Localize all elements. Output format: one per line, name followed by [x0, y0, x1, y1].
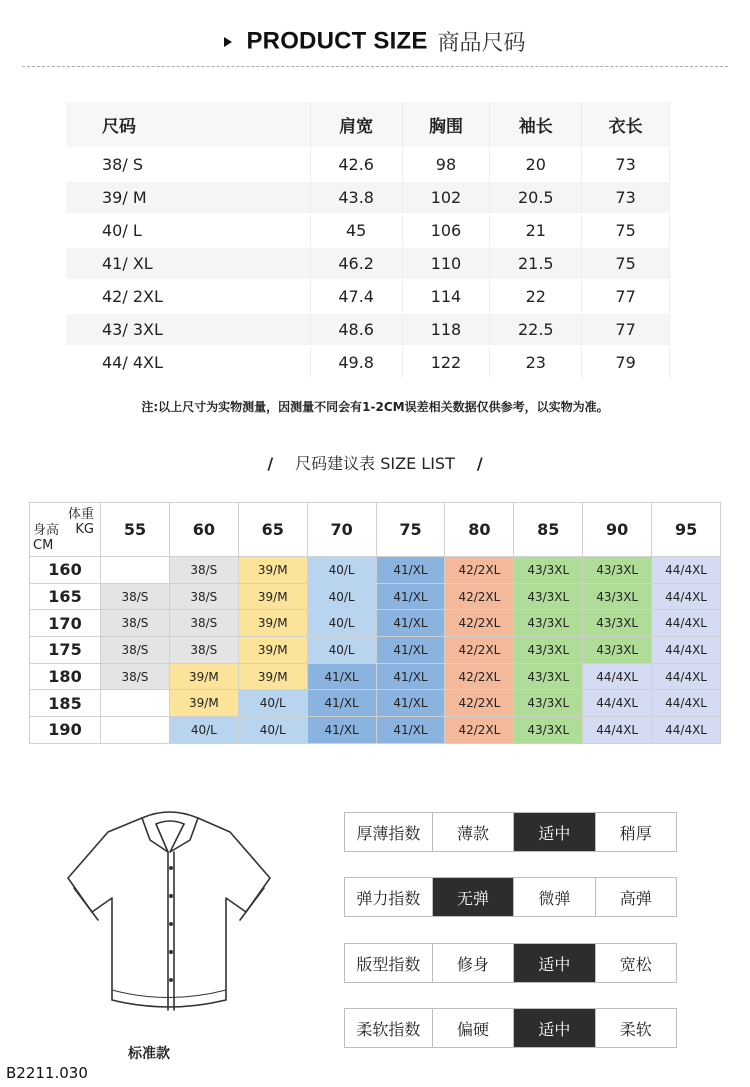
size-row: [66, 313, 670, 346]
height-row: [30, 690, 721, 717]
size-cell: 23: [490, 346, 582, 379]
size-cell: 118: [402, 313, 490, 346]
index-option: 适中: [513, 944, 594, 982]
index-option: 无弹: [432, 878, 513, 916]
index-row: [344, 812, 677, 852]
size-row: [66, 247, 670, 280]
size-cell: 21.5: [490, 247, 582, 280]
size-cell: 46.2: [310, 247, 402, 280]
size-recommendation-cell: 40/L: [307, 610, 376, 637]
size-recommendation-cell: 40/L: [307, 583, 376, 610]
size-recommendation-cell: 43/3XL: [583, 610, 652, 637]
size-recommendation-cell: 43/3XL: [583, 637, 652, 664]
size-cell: 22: [490, 280, 582, 313]
size-cell: 41/ XL: [66, 247, 310, 280]
size-cell: 22.5: [490, 313, 582, 346]
shirt-outline-icon: [58, 800, 288, 1030]
size-recommendation-cell: 43/3XL: [514, 663, 583, 690]
weight-header: 70: [307, 503, 376, 557]
index-option: 修身: [432, 944, 513, 982]
height-row: [30, 663, 721, 690]
size-recommendation-cell: 44/4XL: [652, 690, 721, 717]
index-row: [344, 877, 677, 917]
height-header: 165: [30, 583, 101, 610]
weight-header: 60: [169, 503, 238, 557]
size-recommendation-cell: 42/2XL: [445, 610, 514, 637]
size-recommendation-cell: 39/M: [238, 663, 307, 690]
index-label: 弹力指数: [356, 888, 421, 908]
index-label: 厚薄指数: [356, 823, 421, 843]
size-cell: 20: [490, 148, 582, 181]
size-recommendation-cell: [101, 690, 170, 717]
size-recommendation-cell: 42/2XL: [445, 583, 514, 610]
size-recommendation-cell: 43/3XL: [583, 557, 652, 584]
height-row: [30, 717, 721, 744]
index-option: 高弹: [595, 878, 676, 916]
size-recommendation-cell: 38/S: [169, 610, 238, 637]
size-recommendation-cell: 38/S: [169, 637, 238, 664]
size-recommendation-cell: 44/4XL: [652, 610, 721, 637]
size-recommendation-cell: 42/2XL: [445, 663, 514, 690]
size-recommendation-cell: 44/4XL: [652, 583, 721, 610]
size-row: [66, 181, 670, 214]
size-cell: 110: [402, 247, 490, 280]
size-recommendation-cell: 39/M: [238, 557, 307, 584]
page-header: [0, 26, 750, 57]
size-recommendation-cell: 43/3XL: [514, 557, 583, 584]
size-recommendation-cell: [101, 557, 170, 584]
size-recommendation-cell: 38/S: [169, 583, 238, 610]
size-row: [66, 148, 670, 181]
weight-header: 85: [514, 503, 583, 557]
size-recommendation-cell: 40/L: [169, 717, 238, 744]
size-cell: 48.6: [310, 313, 402, 346]
index-option: 微弹: [513, 878, 594, 916]
size-cell: 73: [582, 148, 670, 181]
size-cell: 42/ 2XL: [66, 280, 310, 313]
size-recommendation-cell: 41/XL: [376, 690, 445, 717]
size-cell: 21: [490, 214, 582, 247]
size-recommendation-cell: 43/3XL: [514, 583, 583, 610]
weight-header: 90: [583, 503, 652, 557]
size-cell: 49.8: [310, 346, 402, 379]
size-cell: 38/ S: [66, 148, 310, 181]
col-sleeve: 袖长: [490, 102, 582, 148]
height-header: 170: [30, 610, 101, 637]
size-recommendation-cell: 44/4XL: [652, 717, 721, 744]
size-recommendation-cell: 41/XL: [376, 663, 445, 690]
height-header: 180: [30, 663, 101, 690]
index-option: 柔软: [595, 1009, 676, 1047]
height-header: 175: [30, 637, 101, 664]
size-recommendation-cell: 44/4XL: [652, 663, 721, 690]
index-option: 宽松: [595, 944, 676, 982]
corner-kg: KG: [75, 522, 94, 537]
title-cn: 商品尺码: [437, 31, 526, 56]
index-option: 适中: [513, 1009, 594, 1047]
dashed-divider: [22, 66, 728, 67]
title-en: PRODUCT SIZE: [246, 27, 428, 55]
col-length: 衣长: [582, 102, 670, 148]
weight-header-row: [30, 503, 721, 557]
size-row: [66, 214, 670, 247]
size-recommendation-cell: 41/XL: [307, 717, 376, 744]
index-label: 柔软指数: [356, 1019, 421, 1039]
corner-height: 身高: [33, 523, 60, 538]
size-cell: 43/ 3XL: [66, 313, 310, 346]
size-recommendation-cell: 38/S: [101, 583, 170, 610]
size-recommendation-cell: 43/3XL: [583, 583, 652, 610]
slash-right: /: [476, 454, 483, 473]
size-recommendation-cell: 39/M: [238, 637, 307, 664]
height-row: [30, 583, 721, 610]
size-cell: 40/ L: [66, 214, 310, 247]
size-recommendation-cell: 41/XL: [376, 557, 445, 584]
size-cell: 114: [402, 280, 490, 313]
index-option: 薄款: [432, 813, 513, 851]
size-recommendation-cell: 44/4XL: [652, 557, 721, 584]
height-row: [30, 557, 721, 584]
col-shoulder: 肩宽: [310, 102, 402, 148]
size-cell: 45: [310, 214, 402, 247]
size-recommendation-cell: 43/3XL: [514, 717, 583, 744]
size-cell: 79: [582, 346, 670, 379]
size-cell: 106: [402, 214, 490, 247]
size-cell: 20.5: [490, 181, 582, 214]
size-cell: 39/ M: [66, 181, 310, 214]
size-list-title: 尺码建议表 SIZE LIST: [295, 454, 455, 473]
size-recommendation-cell: 39/M: [238, 610, 307, 637]
index-label: 版型指数: [356, 954, 421, 974]
height-header: 190: [30, 717, 101, 744]
size-recommendation-cell: 38/S: [101, 663, 170, 690]
height-row: [30, 637, 721, 664]
size-recommendation-cell: 38/S: [101, 610, 170, 637]
size-recommendation-cell: 41/XL: [376, 610, 445, 637]
index-option: 偏硬: [432, 1009, 513, 1047]
size-recommendation-cell: 41/XL: [376, 583, 445, 610]
size-recommendation-cell: [101, 717, 170, 744]
size-cell: 98: [402, 148, 490, 181]
size-recommendation-cell: 40/L: [238, 690, 307, 717]
size-cell: 73: [582, 181, 670, 214]
size-cell: 47.4: [310, 280, 402, 313]
height-header: 185: [30, 690, 101, 717]
weight-header: 75: [376, 503, 445, 557]
index-row: [344, 1008, 677, 1048]
corner-cm: CM: [33, 538, 54, 553]
product-code: B2211.030: [6, 1064, 88, 1082]
size-recommendation-cell: 44/4XL: [652, 637, 721, 664]
weight-header: 65: [238, 503, 307, 557]
index-row: [344, 943, 677, 983]
size-cell: 75: [582, 247, 670, 280]
size-recommendation-cell: 44/4XL: [583, 663, 652, 690]
size-recommendation-cell: 44/4XL: [583, 717, 652, 744]
size-recommendation-cell: 42/2XL: [445, 557, 514, 584]
corner-cell: [30, 503, 101, 557]
size-cell: 102: [402, 181, 490, 214]
height-header: 160: [30, 557, 101, 584]
size-recommendation-cell: 42/2XL: [445, 637, 514, 664]
col-size: 尺码: [66, 102, 310, 148]
col-chest: 胸围: [402, 102, 490, 148]
size-cell: 43.8: [310, 181, 402, 214]
size-recommendation-cell: 38/S: [101, 637, 170, 664]
size-recommendation-cell: 44/4XL: [583, 690, 652, 717]
size-cell: 122: [402, 346, 490, 379]
size-recommendation-cell: 39/M: [169, 690, 238, 717]
size-table: [66, 102, 670, 380]
size-recommendation-cell: 40/L: [238, 717, 307, 744]
size-recommendation-cell: 39/M: [169, 663, 238, 690]
size-cell: 42.6: [310, 148, 402, 181]
size-recommendation-table: [29, 502, 721, 744]
size-recommendation-cell: 41/XL: [307, 690, 376, 717]
size-recommendation-cell: 41/XL: [376, 637, 445, 664]
height-row: [30, 610, 721, 637]
size-recommendation-cell: 41/XL: [307, 663, 376, 690]
size-cell: 77: [582, 313, 670, 346]
size-cell: 75: [582, 214, 670, 247]
size-list-heading: [0, 451, 750, 474]
size-recommendation-cell: 43/3XL: [514, 690, 583, 717]
size-recommendation-cell: 38/S: [169, 557, 238, 584]
size-recommendation-cell: 41/XL: [376, 717, 445, 744]
shirt-style-label: 标准款: [128, 1046, 170, 1062]
slash-left: /: [267, 454, 274, 473]
weight-header: 55: [101, 503, 170, 557]
size-recommendation-cell: 43/3XL: [514, 610, 583, 637]
size-row: [66, 346, 670, 379]
size-cell: 44/ 4XL: [66, 346, 310, 379]
size-recommendation-cell: 42/2XL: [445, 717, 514, 744]
size-row: [66, 280, 670, 313]
size-recommendation-cell: 39/M: [238, 583, 307, 610]
size-recommendation-cell: 40/L: [307, 557, 376, 584]
measurement-note: 注:以上尺寸为实物测量，因测量不同会有1-2CM误差相关数据仅供参考，以实物为准。: [141, 400, 609, 414]
size-recommendation-cell: 40/L: [307, 637, 376, 664]
triangle-bullet-icon: [224, 37, 232, 47]
size-cell: 77: [582, 280, 670, 313]
size-recommendation-cell: 43/3XL: [514, 637, 583, 664]
size-table-header: [66, 102, 670, 148]
weight-header: 80: [445, 503, 514, 557]
index-option: 稍厚: [595, 813, 676, 851]
corner-weight: 体重: [67, 507, 94, 522]
size-recommendation-cell: 42/2XL: [445, 690, 514, 717]
index-option: 适中: [513, 813, 594, 851]
weight-header: 95: [652, 503, 721, 557]
